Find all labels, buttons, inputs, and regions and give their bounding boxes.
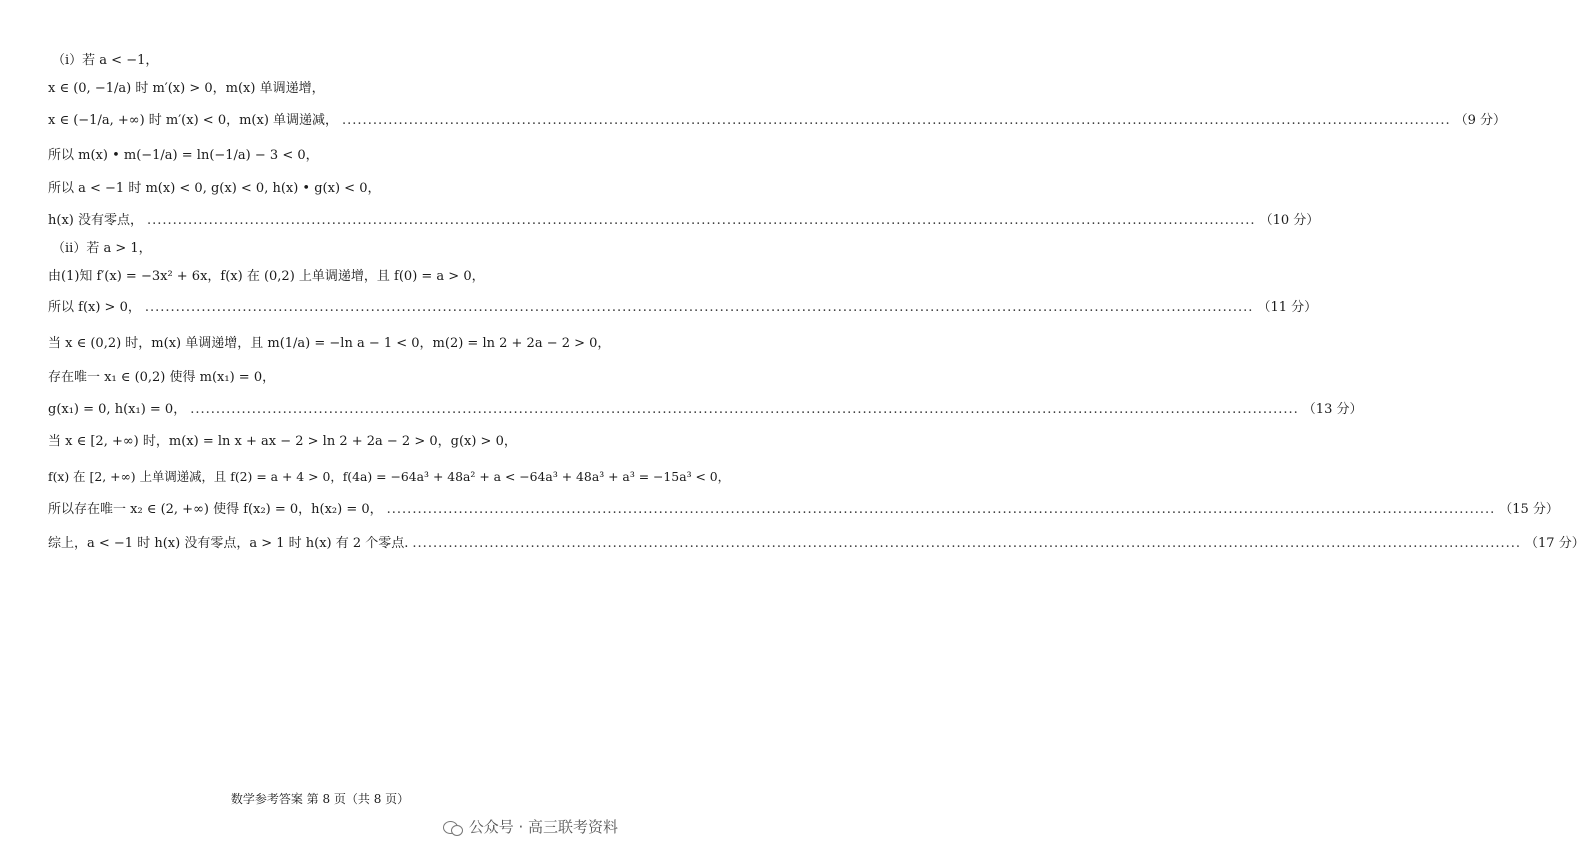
answer-line <box>48 433 596 451</box>
line-text: （ii）若 a > 1， <box>52 241 152 256</box>
answer-line <box>48 180 596 198</box>
line-text: 由(1)知 f′(x) = −3x² + 6x，f(x) 在 (0,2) 上单调递增，且 f(0) = a > 0， <box>48 269 485 284</box>
line-text: 所以存在唯一 x₂ ∈ (2, +∞) 使得 f(x₂) = 0，h(x₂) = 0， <box>48 502 383 517</box>
answer-line <box>52 52 596 70</box>
page-footer: 数学参考答案 第 8 页（共 8 页） <box>230 792 410 806</box>
answer-line <box>48 147 596 165</box>
line-text: 综上，a < −1 时 h(x) 没有零点，a > 1 时 h(x) 有 2 个零点. <box>48 536 409 551</box>
leader-dots <box>387 501 1496 519</box>
line-text: 存在唯一 x₁ ∈ (0,2) 使得 m(x₁) = 0， <box>48 370 276 385</box>
line-text: x ∈ (−1/a, +∞) 时 m′(x) < 0，m(x) 单调递减， <box>48 113 339 128</box>
line-text: x ∈ (0, −1/a) 时 m′(x) > 0，m(x) 单调递增， <box>48 81 325 96</box>
leader-dots <box>412 535 1521 553</box>
answer-line <box>48 80 596 98</box>
line-text: （i）若 a < −1， <box>52 53 159 68</box>
line-text: 当 x ∈ [2, +∞) 时，m(x) = ln x + ax − 2 > ln 2 + 2a − 2 > 0，g(x) > 0， <box>48 434 517 449</box>
watermark-text: 公众号 · 高三联考资料 <box>468 818 618 836</box>
line-text: 所以 m(x) • m(−1/a) = ln(−1/a) − 3 < 0， <box>48 148 319 163</box>
answer-line <box>48 501 1559 519</box>
answer-line <box>48 299 1318 317</box>
leader-dots <box>342 112 1451 130</box>
line-text: f(x) 在 [2, +∞) 上单调递减，且 f(2) = a + 4 > 0，f(4a) = −64a³ + 48a² + a < −64a³ + 48a³ + a³ = −15a³ < 0， <box>48 469 731 484</box>
score-label: （11 分） <box>1257 300 1318 315</box>
score-label: （10 分） <box>1259 213 1320 228</box>
leader-dots <box>145 299 1254 317</box>
answer-line <box>48 335 611 353</box>
score-label: （9 分） <box>1454 113 1507 128</box>
answer-line <box>48 268 596 286</box>
score-label: （17 分） <box>1525 536 1585 551</box>
score-label: （13 分） <box>1302 402 1363 417</box>
answer-line <box>48 401 1363 419</box>
answer-line <box>48 369 596 387</box>
answer-line <box>52 240 596 258</box>
line-text: 所以 a < −1 时 m(x) < 0, g(x) < 0, h(x) • g(x) < 0， <box>48 181 381 196</box>
line-text: h(x) 没有零点， <box>48 213 143 228</box>
line-text: g(x₁) = 0, h(x₁) = 0， <box>48 402 187 417</box>
answer-line <box>48 212 1320 230</box>
score-label: （15 分） <box>1499 502 1559 517</box>
leader-dots <box>147 212 1256 230</box>
leader-dots <box>190 401 1299 419</box>
line-text: 当 x ∈ (0,2) 时，m(x) 单调递增，且 m(1/a) = −ln a − 1 < 0，m(2) = ln 2 + 2a − 2 > 0， <box>48 336 611 351</box>
answer-line <box>48 468 731 486</box>
wechat-icon <box>443 819 463 835</box>
answer-line <box>48 535 1585 553</box>
answer-line <box>48 112 1507 130</box>
line-text: 所以 f(x) > 0， <box>48 300 141 315</box>
watermark <box>443 816 618 837</box>
